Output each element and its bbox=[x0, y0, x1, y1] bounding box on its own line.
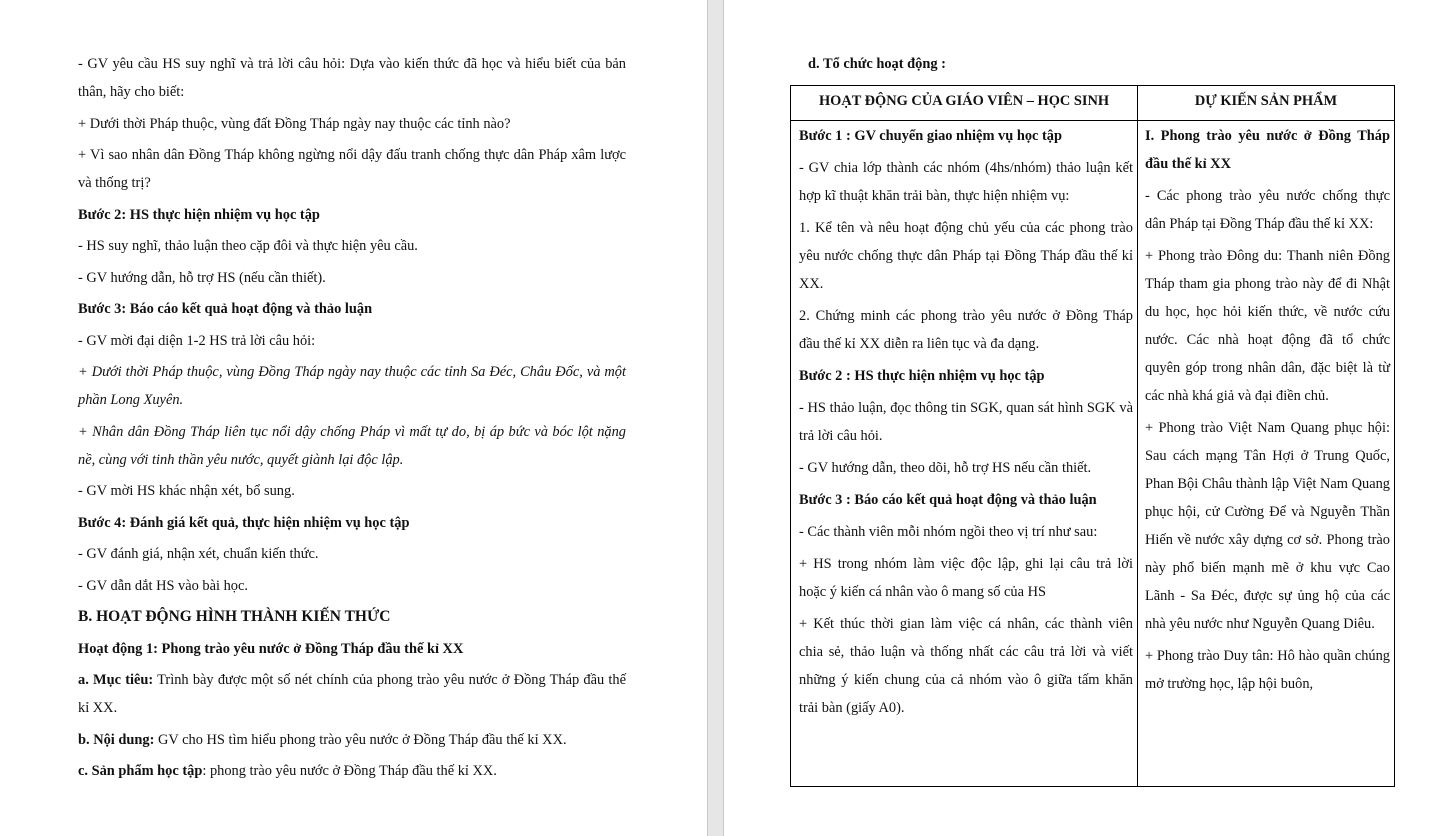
objective-text: Trình bày được một số nét chính của phong trào yêu nước ở Đồng Tháp đầu thế kỉ XX. bbox=[78, 672, 626, 716]
content-label: b. Nội dung: bbox=[78, 731, 155, 748]
cell-paragraph: + HS trong nhóm làm việc độc lập, ghi lại câu trả lời hoặc ý kiến cá nhân vào ô mang số của HS bbox=[799, 556, 1133, 600]
table-row-divider bbox=[791, 120, 1394, 121]
content-paragraph bbox=[78, 726, 626, 754]
step-heading: Bước 3: Báo cáo kết quả hoạt động và thảo luận bbox=[78, 301, 373, 317]
page-edge bbox=[707, 0, 708, 836]
cell-paragraph: + Phong trào Đông du: Thanh niên Đồng Tháp tham gia phong trào này để đi Nhật du học, học hỏi kiến thức, về nước cứu nước. Các nhà hoạt động đã tổ chức quyên góp trong nhân dân, đặc biệt là từ các nhà khá giả và đại điền chủ. bbox=[1145, 248, 1390, 404]
answer-paragraph: + Dưới thời Pháp thuộc, vùng Đồng Tháp ngày nay thuộc các tỉnh Sa Đéc, Châu Đốc, và một phần Long Xuyên. bbox=[78, 364, 626, 408]
objective-label: a. Mục tiêu: bbox=[78, 672, 154, 688]
section-title: d. Tổ chức hoạt động : bbox=[808, 56, 946, 72]
section-heading: B. HOẠT ĐỘNG HÌNH THÀNH KIẾN THỨC bbox=[78, 608, 391, 625]
step-heading: Bước 2: HS thực hiện nhiệm vụ học tập bbox=[78, 206, 320, 223]
product-heading: I. Phong trào yêu nước ở Đồng Tháp đầu thế kỉ XX bbox=[1145, 128, 1390, 172]
cell-paragraph: + Phong trào Duy tân: Hô hào quần chúng mở trường học, lập hội buôn, bbox=[1145, 648, 1390, 692]
paragraph: + Dưới thời Pháp thuộc, vùng đất Đồng Tháp ngày nay thuộc các tỉnh nào? bbox=[78, 115, 511, 132]
product-label: c. Sản phẩm học tập bbox=[78, 763, 203, 779]
cell-paragraph: 1. Kể tên và nêu hoạt động chủ yếu của các phong trào yêu nước chống thực dân Pháp tại Đồng Tháp đầu thế kỉ XX. bbox=[799, 220, 1133, 292]
table-header-teacher-student: HOẠT ĐỘNG CỦA GIÁO VIÊN – HỌC SINH bbox=[818, 93, 1110, 109]
table-cell-activities bbox=[799, 122, 1133, 726]
step-heading: Bước 3 : Báo cáo kết quả hoạt động và thảo luận bbox=[799, 492, 1097, 508]
table-header-expected-product: DỰ KIẾN SẢN PHẨM bbox=[1194, 93, 1338, 109]
paragraph: - HS suy nghĩ, thảo luận theo cặp đôi và thực hiện yêu cầu. bbox=[78, 238, 418, 254]
paragraph: - GV đánh giá, nhận xét, chuẩn kiến thức. bbox=[78, 546, 319, 562]
activity-heading: Hoạt động 1: Phong trào yêu nước ở Đồng Tháp đầu thế kỉ XX bbox=[78, 640, 464, 657]
left-page-body bbox=[78, 50, 626, 789]
answer-paragraph: + Nhân dân Đồng Tháp liên tục nổi dậy chống Pháp vì mất tự do, bị áp bức và bóc lột nặng nề, cùng với tinh thần yêu nước, quyết giành lại độc lập. bbox=[78, 423, 626, 468]
activity-table bbox=[790, 85, 1395, 787]
paragraph: - GV mời HS khác nhận xét, bổ sung. bbox=[78, 483, 295, 499]
cell-paragraph: - GV hướng dẫn, theo dõi, hỗ trợ HS nếu cần thiết. bbox=[799, 460, 1092, 476]
step-heading: Bước 1 : GV chuyển giao nhiệm vụ học tập bbox=[799, 128, 1063, 144]
cell-paragraph: - Các thành viên mỗi nhóm ngồi theo vị trí như sau: bbox=[799, 524, 1098, 540]
table-column-divider bbox=[1137, 86, 1138, 786]
objective-paragraph bbox=[78, 666, 626, 722]
content-text: GV cho HS tìm hiểu phong trào yêu nước ở Đồng Tháp đầu thế kỉ XX. bbox=[154, 731, 567, 748]
paragraph: - GV hướng dẫn, hỗ trợ HS (nếu cần thiết). bbox=[78, 269, 326, 286]
paragraph: + Vì sao nhân dân Đồng Tháp không ngừng nổi dậy đấu tranh chống thực dân Pháp xâm lược và thống trị? bbox=[78, 147, 626, 191]
paragraph: - GV dẫn dắt HS vào bài học. bbox=[78, 577, 248, 594]
cell-paragraph: - GV chia lớp thành các nhóm (4hs/nhóm) thảo luận kết hợp kĩ thuật khăn trải bàn, thực hiện nhiệm vụ: bbox=[799, 160, 1133, 204]
step-heading: Bước 4: Đánh giá kết quả, thực hiện nhiệm vụ học tập bbox=[78, 514, 410, 531]
cell-paragraph: 2. Chứng minh các phong trào yêu nước ở Đồng Tháp đầu thế kỉ XX diễn ra liên tục và đa dạng. bbox=[799, 308, 1133, 352]
cell-paragraph: + Phong trào Việt Nam Quang phục hội: Sau cách mạng Tân Hợi ở Trung Quốc, Phan Bội Châu thành lập Việt Nam Quang phục hội, cử Cường Để và Nguyễn Thần Hiến về nước xây dựng cơ sở. Phong trào này phổ biến mạnh mẽ ở khu vực Cao Lãnh - Sa Đéc, được sự ủng hộ của các nhà yêu nước như Nguyễn Quang Diêu. bbox=[1145, 420, 1390, 632]
product-paragraph bbox=[78, 757, 626, 785]
cell-paragraph: - Các phong trào yêu nước chống thực dân Pháp tại Đồng Tháp đầu thế kỉ XX: bbox=[1145, 188, 1390, 232]
paragraph: - GV yêu cầu HS suy nghĩ và trả lời câu hỏi: Dựa vào kiến thức đã học và hiểu biết của bản thân, hãy cho biết: bbox=[78, 56, 626, 100]
cell-paragraph: + Kết thúc thời gian làm việc cá nhân, các thành viên chia sẻ, thảo luận và thống nhất các câu trả lời và viết những ý kiến chung của cả nhóm vào ô giữa tấm khăn trải bàn (giấy A0). bbox=[799, 616, 1133, 716]
table-cell-products bbox=[1145, 122, 1390, 702]
page-gutter bbox=[707, 0, 724, 836]
paragraph: - GV mời đại diện 1-2 HS trả lời câu hỏi: bbox=[78, 332, 316, 349]
product-text: : phong trào yêu nước ở Đồng Tháp đầu thế kỉ XX. bbox=[202, 763, 497, 779]
cell-paragraph: - HS thảo luận, đọc thông tin SGK, quan sát hình SGK và trả lời câu hỏi. bbox=[799, 400, 1133, 444]
step-heading: Bước 2 : HS thực hiện nhiệm vụ học tập bbox=[799, 368, 1045, 384]
document-page-left bbox=[0, 0, 707, 836]
